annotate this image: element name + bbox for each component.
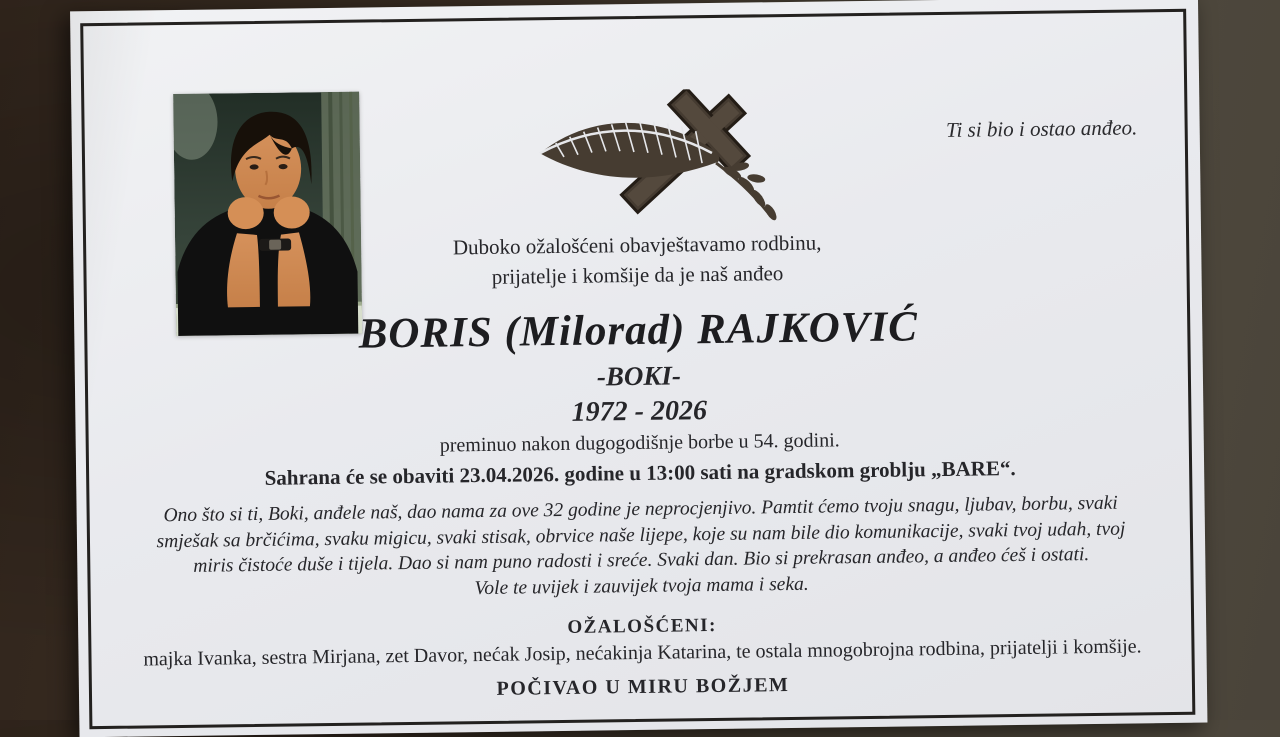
deceased-name: BORIS (Milorad) RAJKOVIĆ	[358, 303, 919, 358]
eulogy-line-3: miris čistoće duše i tijela. Dao si nam puno radosti i sreće. Svaki dan. Bio si prekrasan anđeo, a anđeo ćeš i ostati.	[193, 544, 1090, 577]
notice-body	[113, 223, 1167, 707]
mourners-heading: OŽALOŠĆENI:	[567, 614, 718, 638]
eulogy-paragraph	[116, 490, 1165, 606]
intro-line-1: Duboko ožalošćeni obavještavamo rodbinu,	[452, 230, 822, 260]
eulogy-line-4: Vole te uvijek i zauvijek tvoja mama i seka.	[474, 573, 809, 599]
funeral-details: Sahrana će se obaviti 23.04.2026. godine u 13:00 sati na gradskom groblju „BARE“.	[264, 456, 1016, 490]
deceased-nickname: -BOKI-	[596, 360, 682, 392]
death-note: preminuo nakon dugogodišnje borbe u 54. godini.	[439, 429, 840, 457]
closing-blessing: POČIVAO U MIRU BOŽJEM	[496, 674, 790, 700]
mourners-list: majka Ivanka, sestra Mirjana, zet Davor, nećak Josip, nećakinja Katarina, te ostala mnogobrojna rodbina, prijatelji i komšije.	[143, 635, 1142, 671]
obituary-notice-paper	[70, 0, 1207, 737]
eulogy-line-1: Ono što si ti, Boki, anđele naš, dao nama za ove 32 godine je neprocjenjivo. Pamtit ćemo tvoju snagu, ljubav, borbu, svaki	[163, 492, 1118, 527]
intro-line-2: prijatelje i komšije da je naš anđeo	[491, 261, 784, 289]
birth-death-years: 1972 - 2026	[571, 395, 708, 428]
cross-with-palm-frond-icon	[533, 88, 803, 239]
eulogy-line-2: smješak sa brčićima, svaku migicu, svaki stisak, obrvice naše lijepe, koje su nam bile dio komunikacije, svaki tvoj udah, tvoj	[156, 518, 1126, 552]
memorial-quote: Ti si bio i ostao anđeo.	[945, 115, 1138, 142]
